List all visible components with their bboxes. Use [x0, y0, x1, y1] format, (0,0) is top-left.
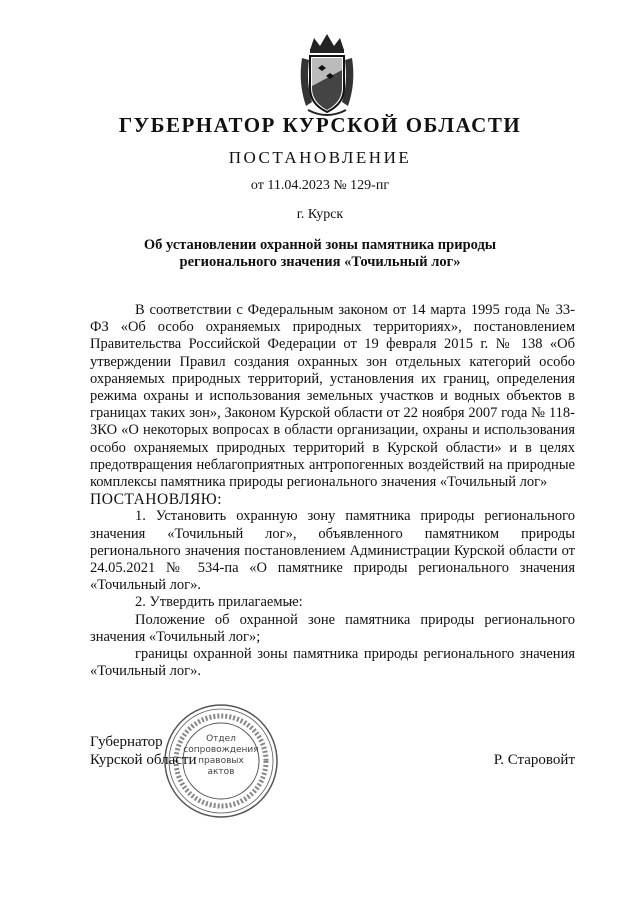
- coat-of-arms-icon: [296, 28, 358, 120]
- signatory-name: Р. Старовойт: [493, 752, 575, 768]
- pen-mark-icon: [283, 600, 295, 608]
- decree-word: ПОСТАНОВЛЯЮ:: [90, 491, 223, 509]
- document-number-block: [0, 178, 640, 223]
- issuing-authority: ГУБЕРНАТОР КУРСКОЙ ОБЛАСТИ: [118, 113, 522, 137]
- document-type: ПОСТАНОВЛЕНИЕ: [228, 148, 412, 167]
- stamp-line: Отдел: [206, 734, 236, 744]
- item-2-paragraph: 2. Утвердить прилагаемые:: [135, 594, 303, 611]
- stamp-line: сопровождения: [183, 745, 259, 755]
- item-1-paragraph: 1. Установить охранную зону памятника природы регионального значения «Точильный лог», объявленного памятником природы регионального значения постановлением Администрации Курской области от 24.05.2021 № 534-па «О памятнике природы регионального значения «Точильный лог».: [90, 508, 575, 594]
- signatory-title-line-1: Губернатор: [90, 734, 163, 750]
- document-subject: Об установлении охранной зоны памятника природы регионального значения «Точильный лог»: [143, 237, 497, 270]
- document-body: [90, 302, 575, 680]
- signatory-title: [90, 733, 196, 769]
- document-number: от 11.04.2023 № 129-пг: [250, 178, 390, 193]
- preamble-paragraph: В соответствии с Федеральным законом от 14 марта 1995 года № 33-ФЗ «Об особо охраняемых природных территориях», постановлением Правительства Российской Федерации от 19 февраля 2015 г. № 138 «Об утверждении Правил создания охранных зон отдельных категорий особо охраняемых природных территорий, установления их границ, определения режима охраны и использования земельных участков и водных объектов в границах таких зон», Законом Курской области от 22 ноября 2007 года № 118-ЗКО «О некоторых вопросах в области организации, охраны и использования особо охраняемых природных территорий в Курской области» и в целях предотвращения неблагоприятных антропогенных воздействий на природные комплексы памятника природы регионального значения «Точильный лог»: [90, 302, 575, 491]
- item-2a-paragraph: Положение об охранной зоне памятника природы регионального значения «Точильный лог»;: [90, 611, 575, 645]
- signatory-title-line-2: Курской области: [90, 752, 197, 768]
- stamp-line: актов: [207, 767, 235, 777]
- document-city: г. Курск: [296, 207, 344, 222]
- stamp-line: правовых: [198, 756, 244, 766]
- item-2b-paragraph: границы охранной зоны памятника природы регионального значения «Точильный лог».: [90, 646, 575, 680]
